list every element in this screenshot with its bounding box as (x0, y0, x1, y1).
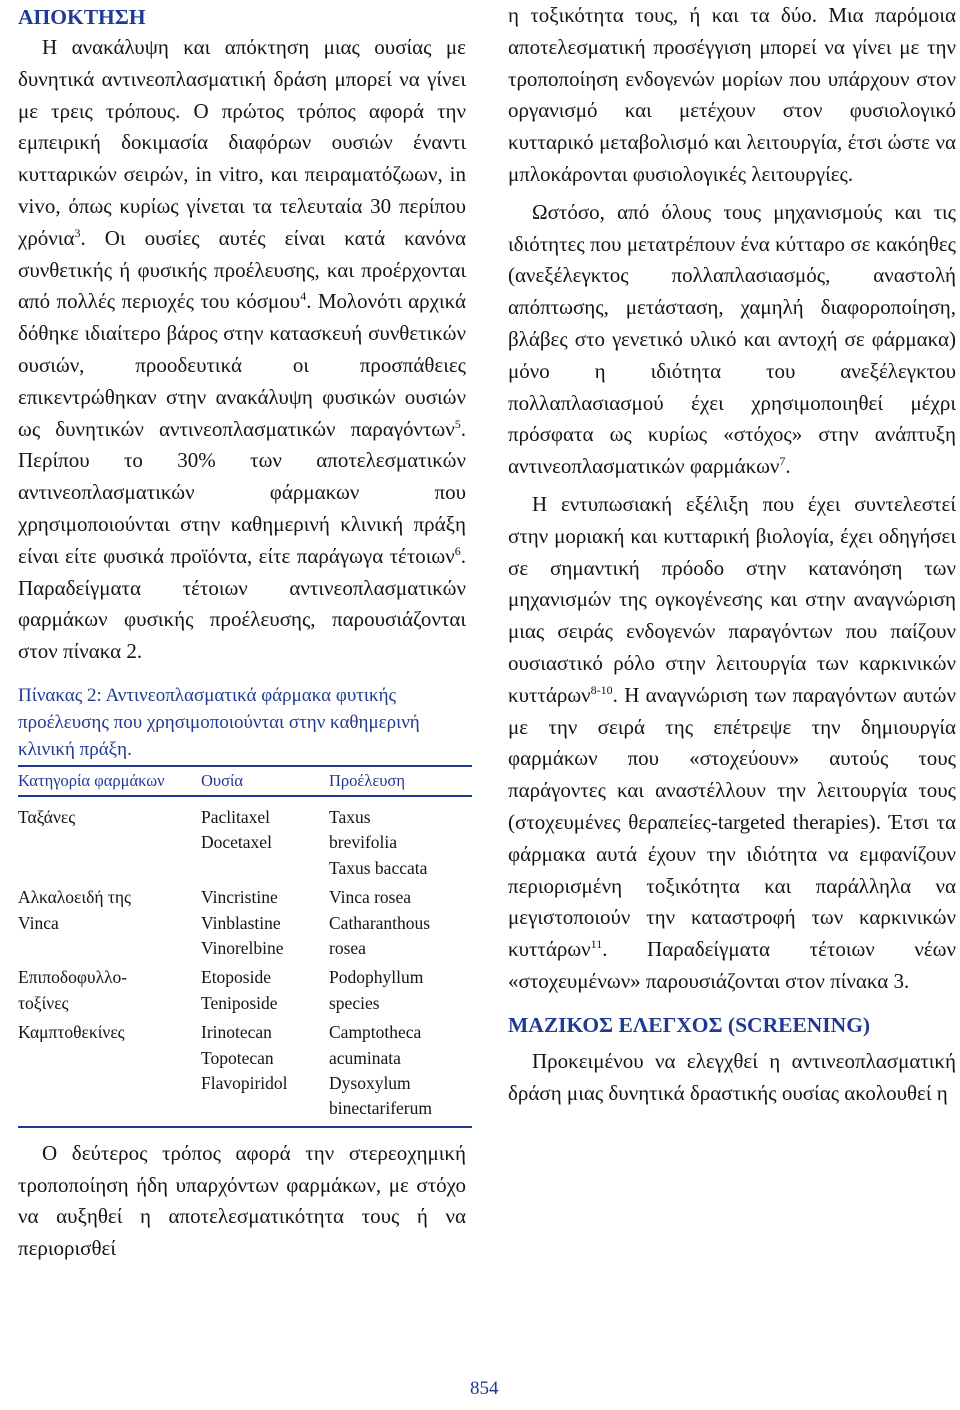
cell-line: Επιποδοφυλλο- (18, 967, 128, 988)
cell-line: Ταξάνες (18, 806, 76, 827)
reference-4[interactable]: 4 (300, 289, 307, 304)
cell-line: Vinblastine (201, 912, 281, 933)
text-run: . Περίπου το 30% των αποτελεσματικών αντινεοπλασματικών φάρμακων που χρησιμοποιούνται στην καθημερινή κλινική πράξη είναι είτε φυσικά προϊόντα, είτε παράγωγα τέτοιων (18, 416, 466, 568)
header-drug-category: Κατηγορία φαρμάκων (18, 770, 165, 790)
section-heading-screening: ΜΑΖΙΚΟΣ ΕΛΕΓΧΟΣ (SCREENING) (508, 1012, 871, 1037)
table-2-caption: Πίνακας 2: Αντινεοπλασματικά φάρμακα φυτικής προέλευσης που χρησιμοποιούνται στην καθημερινή κλινική πράξη. (18, 684, 420, 760)
reference-5[interactable]: 5 (454, 416, 461, 431)
table-cell-substance (201, 885, 329, 961)
cell-line: Taxus (329, 806, 371, 827)
cell-line: rosea (329, 937, 366, 958)
table-cell-origin (329, 965, 472, 1016)
text-run: . (785, 454, 791, 479)
cell-line: brevifolia (329, 832, 398, 853)
text-run: . Η αναγνώριση των παραγόντων αυτών με την σειρά της επέτρεψε την δημιουργία φαρμάκων που «στοχεύουν» αυτούς τους παράγοντες και αναστέλλουν την λειτουργία τους (στοχευμένες θεραπείες-targeted therapies). Έτσι τα φάρμακα αυτά έχουν την ιδιότητα να εμφανίζουν περιορισμένη τοξικότητα και παράλληλα να μεγιστοποιούν την καταστροφή των καρκινικών κυττάρων (508, 682, 956, 962)
table-row (18, 805, 472, 881)
cell-line: Vinca (18, 912, 59, 933)
text-run: . Μολονότι αρχικά δόθηκε ιδιαίτερο βάρος στην κατασκευή συνθετικών ουσιών, προοδευτικά οι προσπάθειες επικεντρώθηκαν στην ανακάλυψη φυσικών ουσιών ως δυνητικών αντινεοπλασματικών παραγόντων (18, 289, 466, 441)
table-cell-substance (201, 1020, 329, 1122)
table-body (18, 805, 472, 1122)
text-run: Ωστόσο, από όλους τους μηχανισμούς και τις ιδιότητες που μετατρέπουν ένα κύτταρο σε κακόηθες (ανεξέλεγκτος πολλαπλασιασμός, αναστολή απόπτωσης, μετάσταση, χαμηλή διαφοροποίηση, βλάβες στο γενετικό υλικό και αντοχή σε φάρμακα) μόνο η ιδιότητα του ανεξέλεγκτου πολλαπλασιασμού έχει χρησιμοποιηθεί μέχρι πρόσφατα ως κυρίως «στόχος» στην ανάπτυξη αντινεοπλασματικών φαρμάκων (508, 199, 956, 479)
cell-line: Vinca rosea (329, 887, 412, 908)
cell-line: Dysoxylum (329, 1073, 411, 1093)
text-run: . Παραδείγματα τέτοιων αντινεοπλασματικών φαρμάκων φυσικής προέλευσης, παρουσιάζονται στον πίνακα 2. (18, 543, 466, 664)
table-row (18, 885, 472, 961)
reference-3[interactable]: 3 (74, 225, 81, 240)
cell-line: binectariferum (329, 1098, 433, 1119)
cell-line: Καμπτοθεκίνες (18, 1022, 125, 1043)
paragraph-second-method: Ο δεύτερος τρόπος αφορά την στερεοχημική τροποποίηση ήδη υπαρχόντων φαρμάκων, με στόχο να αυξηθεί η αποτελεσματικότητα τους ή να περιορισθεί (18, 1140, 466, 1261)
section-heading-acquisition: ΑΠΟΚΤΗΣΗ (18, 5, 146, 29)
cell-line: τοξίνες (18, 992, 69, 1013)
paragraph-mechanisms (508, 197, 956, 483)
cell-line: Catharanthous (329, 912, 431, 933)
table-cell-substance (201, 965, 329, 1016)
cell-line: Topotecan (201, 1047, 274, 1068)
cell-line: Taxus baccata (329, 857, 428, 878)
reference-7[interactable]: 7 (779, 454, 786, 469)
text-run: Η εντυπωσιακή εξέλιξη που έχει συντελεστεί στην μοριακή και κυτταρική βιολογία, έχει οδηγήσει σε σημαντική πρόοδο στην κατανόηση των μηχανισμών της ογκογένεσης και στην αναγνώριση μιας σειράς ενδογενών παραγόντων που παίζουν ουσιαστικό ρόλο στην λειτουργία των καρκινικών κυττάρων (508, 491, 956, 707)
cell-line: Camptotheca (329, 1022, 422, 1043)
table-header-row (18, 767, 472, 797)
cell-line: Vincristine (201, 887, 278, 908)
paragraph-molecular-biology (508, 489, 956, 998)
cell-line: acuminata (329, 1047, 401, 1068)
right-column (508, 0, 956, 1109)
table-row (18, 1020, 472, 1122)
table-cell-category (18, 1020, 201, 1122)
paragraph-toxicity-continued: η τοξικότητα τους, ή και τα δύο. Μια παρόμοια αποτελεσματική προσέγγιση μπορεί να γίνει με την τροποποίηση ενδογενών μορίων που υπάρχουν στον οργανισμό και μετέχουν στον φυσιολογικό κυτταρικό μεταβολισμό και λειτουργία, έτσι ώστε να μπλοκάρονται φυσιολογικές λειτουργίες. (508, 3, 956, 186)
cell-line: Paclitaxel (201, 806, 271, 827)
cell-line: Irinotecan (201, 1022, 272, 1043)
page-number: 854 (470, 1378, 499, 1399)
cell-line: Vinorelbine (201, 937, 284, 958)
cell-line: Teniposide (201, 992, 278, 1013)
table-cell-category (18, 965, 201, 1016)
table-cell-origin (329, 805, 472, 881)
table-cell-category (18, 805, 201, 881)
text-run: . Οι ουσίες αυτές είναι κατά κανόνα συνθετικής ή φυσικής προέλευσης, και προέρχονται από πολλές περιοχές του κόσμου (18, 225, 466, 314)
table-cell-origin (329, 1020, 472, 1122)
cell-line: species (329, 992, 380, 1013)
cell-line: Αλκαλοειδή της (18, 887, 131, 908)
cell-line: Etoposide (201, 967, 271, 988)
header-substance: Ουσία (201, 770, 244, 790)
table-cell-origin (329, 885, 472, 961)
table-cell-substance (201, 805, 329, 881)
reference-8-10[interactable]: 8-10 (590, 682, 613, 697)
cell-line: Podophyllum (329, 967, 424, 988)
table-row (18, 965, 472, 1016)
left-column (18, 0, 466, 1265)
text-run: . Παραδείγματα τέτοιων νέων «στοχευμένων» παρουσιάζονται στον πίνακα 3. (508, 937, 956, 993)
paragraph-screening: Προκειμένου να ελεγχθεί η αντινεοπλασματική δράση μιας δυνητικά δραστικής ουσίας ακολουθεί η (508, 1048, 956, 1105)
reference-6[interactable]: 6 (454, 543, 461, 558)
cell-line: Flavopiridol (201, 1073, 288, 1093)
table-2 (18, 765, 472, 1128)
header-origin: Προέλευση (329, 770, 405, 790)
text-run: Η ανακάλυψη και απόκτηση μιας ουσίας με δυνητικά αντινεοπλασματική δράση μπορεί να γίνει με τρεις τρόπους. Ο πρώτος τρόπος αφορά την εμπειρική δοκιμασία διαφόρων ουσιών έναντι κυτταρικών σειρών, in vitro, και πειραματόζωων, in vivo, όπως κυρίως γίνεται τα τελευταία 30 περίπου χρόνια (18, 35, 466, 250)
paragraph-acquisition-methods (18, 32, 466, 668)
cell-line: Docetaxel (201, 832, 272, 853)
reference-11[interactable]: 11 (590, 937, 603, 952)
table-cell-category (18, 885, 201, 961)
